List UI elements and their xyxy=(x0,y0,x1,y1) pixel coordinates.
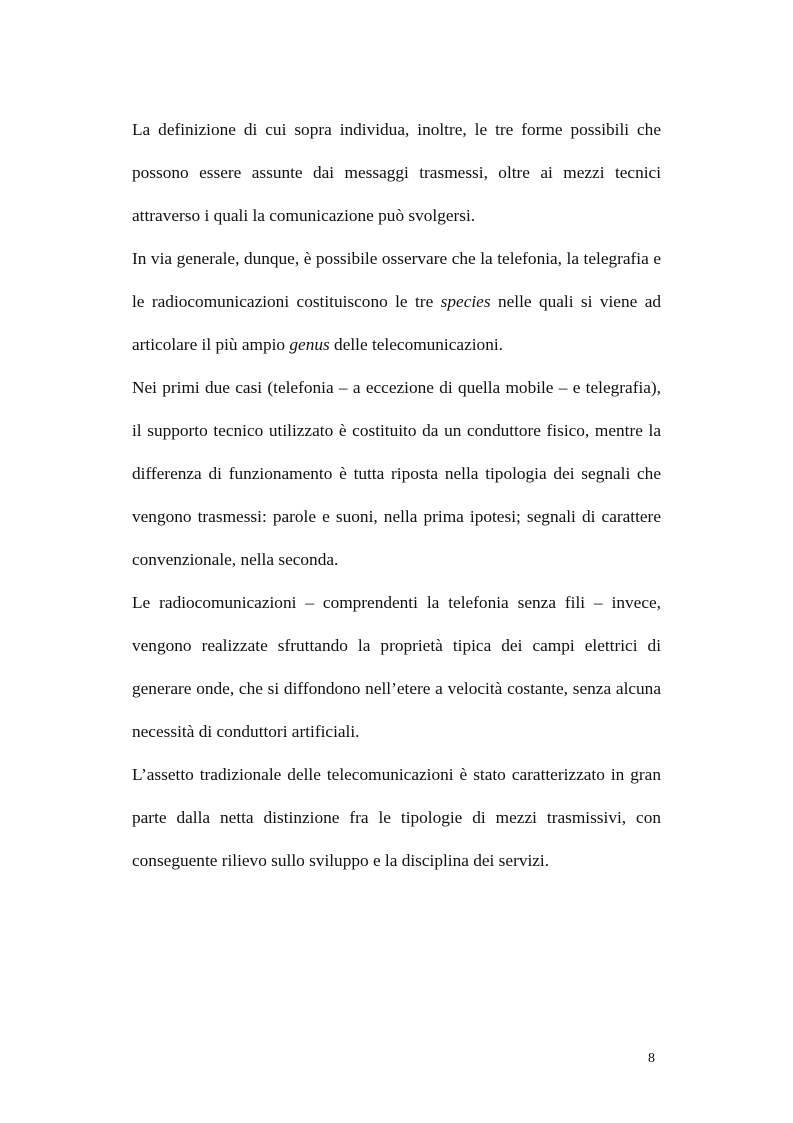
paragraph-text: Le radiocomunicazioni – comprendenti la telefonia senza fili – invece, vengono realizzate sfruttando la proprietà tipica dei campi elettrici di generare onde, che si diffondono nell’etere a velocità costante, senza alcuna necessità di conduttori artificiali. xyxy=(132,593,661,741)
paragraph-text: Nei primi due casi (telefonia – a eccezione di quella mobile – e telegrafia), il supporto tecnico utilizzato è costituito da un conduttore fisico, mentre la differenza di funzionamento è tutta riposta nella tipologia dei segnali che vengono trasmessi: parole e suoni, nella prima ipotesi; segnali di carattere convenzionale, nella seconda. xyxy=(132,378,661,569)
paragraph-text: La definizione di cui sopra individua, inoltre, le tre forme possibili che possono essere assunte dai messaggi trasmessi, oltre ai mezzi tecnici attraverso i quali la comunicazione può svolgersi. xyxy=(132,120,661,225)
paragraph-1 xyxy=(132,108,661,237)
paragraph-text: L’assetto tradizionale delle telecomunicazioni è stato caratterizzato in gran parte dalla netta distinzione fra le tipologie di mezzi trasmissivi, con conseguente rilievo sullo sviluppo e la disciplina dei servizi. xyxy=(132,765,661,870)
body-text xyxy=(132,108,661,882)
paragraph-3 xyxy=(132,366,661,581)
paragraph-text: In via generale, dunque, è possibile osservare che la telefonia, la telegrafia e le radiocomunicazioni costituiscono le tre xyxy=(132,249,661,311)
paragraph-text: delle telecomunicazioni. xyxy=(329,335,503,354)
paragraph-5 xyxy=(132,753,661,882)
paragraph-text: nelle quali si viene ad articolare il più ampio xyxy=(132,292,661,354)
italic-term-species: species xyxy=(440,292,491,311)
paragraph-4 xyxy=(132,581,661,753)
page-number: 8 xyxy=(648,1051,655,1066)
italic-term-genus: genus xyxy=(289,335,330,354)
paragraph-2 xyxy=(132,237,661,366)
